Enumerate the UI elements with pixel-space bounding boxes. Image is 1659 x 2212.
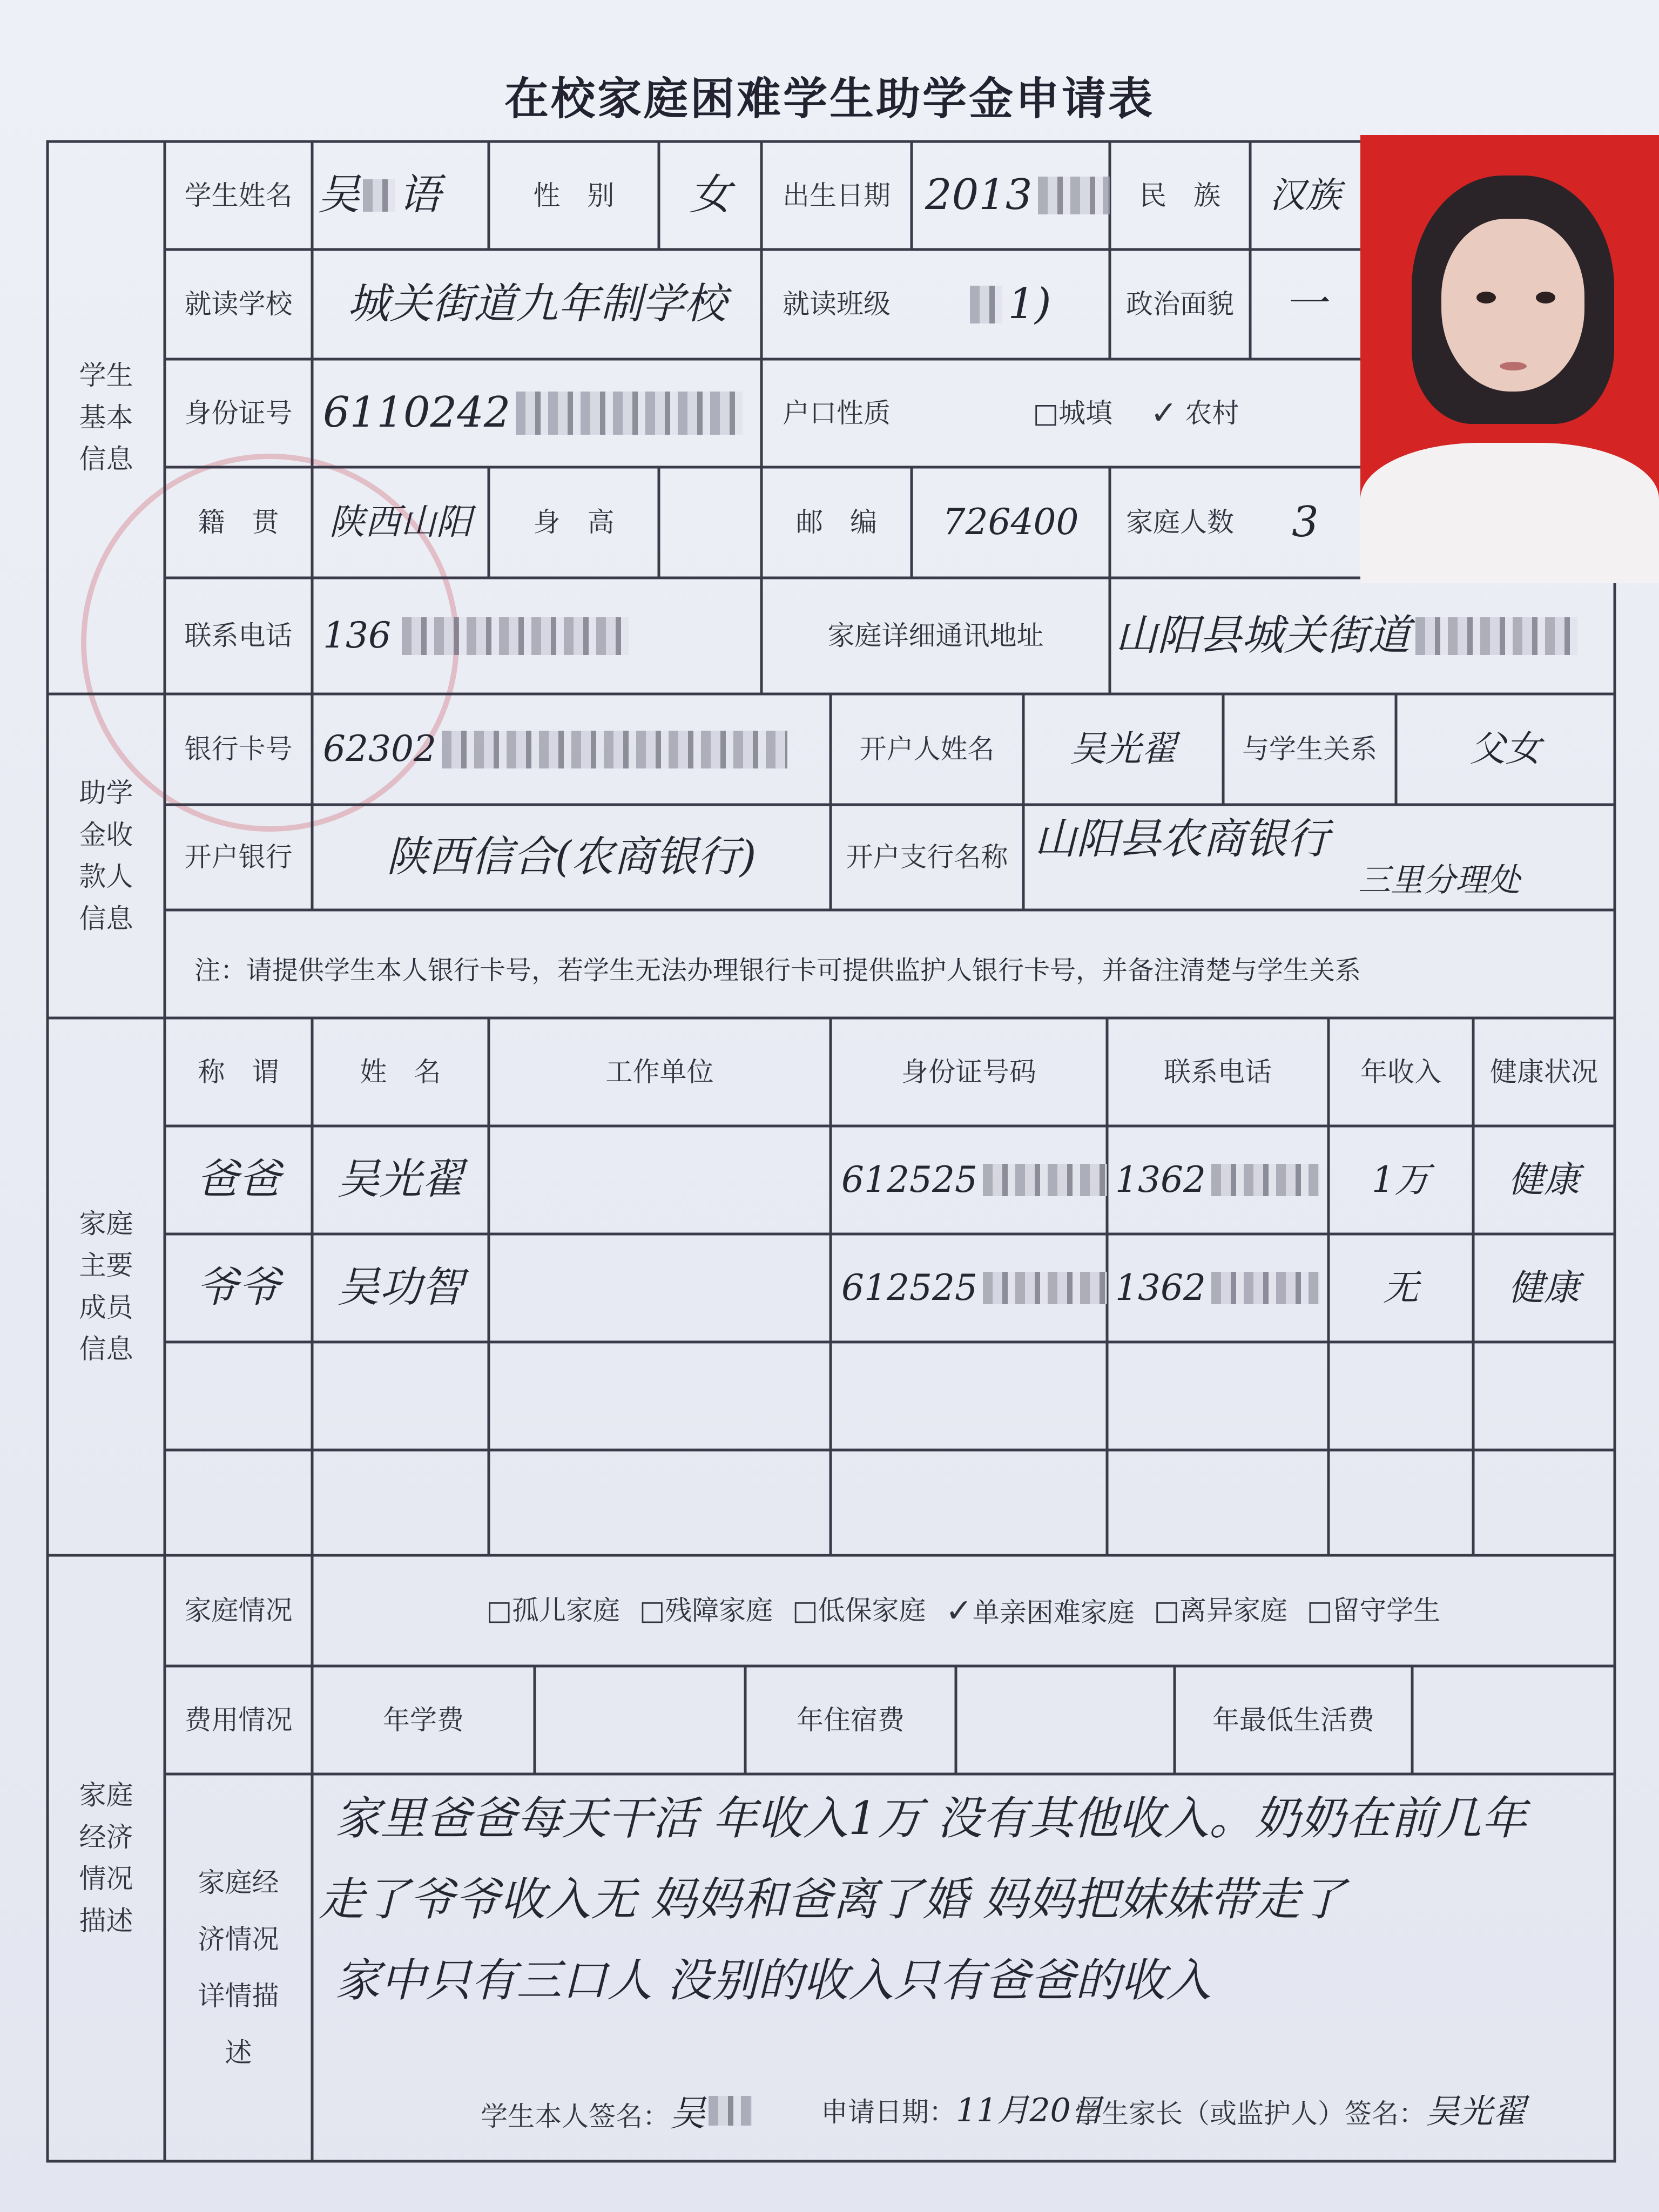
political-value[interactable]: 一	[1284, 279, 1326, 328]
jiguan-label: 籍 贯	[198, 507, 279, 538]
gender-value[interactable]: 女	[689, 171, 731, 220]
school-value[interactable]: 城关街道九年制学校	[347, 279, 726, 328]
phone-value[interactable]: 136	[312, 578, 761, 694]
bank-label: 开户银行	[184, 841, 293, 873]
family-row1-work[interactable]	[489, 1126, 831, 1234]
hukou-label: 户口性质	[783, 397, 891, 429]
height-label: 身 高	[533, 507, 615, 538]
cost-label: 费用情况	[184, 1704, 293, 1736]
branch-value[interactable]: 山阳县农商银行 三里分理处	[1034, 814, 1520, 900]
option-low-income[interactable]: □低保家庭	[792, 1595, 926, 1626]
family-row1-income[interactable]: 1万	[1372, 1158, 1430, 1201]
family-header-name: 姓 名	[360, 1056, 441, 1088]
jiguan-value[interactable]: 陕西山阳	[329, 501, 472, 543]
family-header-work: 工作单位	[605, 1056, 714, 1088]
class-value[interactable]: 1)	[912, 249, 1110, 359]
relation-value[interactable]: 父女	[1469, 728, 1541, 770]
family-header-income: 年收入	[1360, 1056, 1441, 1088]
section-basic-label: 学生基本信息	[79, 360, 133, 475]
family-row1-relation[interactable]: 爸爸	[196, 1155, 281, 1204]
dob-value[interactable]: 2013	[912, 141, 1110, 249]
family-header-phone: 联系电话	[1164, 1056, 1272, 1088]
family-count-label: 家庭人数	[1126, 507, 1234, 538]
option-disabled[interactable]: □残障家庭	[639, 1595, 773, 1626]
family-row4[interactable]	[165, 1450, 1615, 1555]
option-orphan[interactable]: □孤儿家庭	[486, 1595, 620, 1626]
option-divorced[interactable]: □离异家庭	[1154, 1595, 1288, 1626]
phone-label: 联系电话	[184, 620, 293, 651]
detail-line-3[interactable]: 家中只有三口人 没别的收入只有爸爸的收入	[335, 1954, 1211, 2007]
political-label: 政治面貌	[1126, 288, 1234, 320]
branch-label: 开户支行名称	[846, 841, 1008, 873]
family-row2-name[interactable]: 吴功智	[337, 1263, 464, 1312]
detail-label: 家庭经济情况详情描述	[198, 1866, 279, 2068]
name-label: 学生姓名	[184, 179, 293, 211]
situation-label: 家庭情况	[184, 1595, 293, 1626]
dorm-label: 年住宿费	[797, 1704, 905, 1736]
family-row1-phone[interactable]: 1362	[1107, 1126, 1328, 1234]
application-date[interactable]: 申请日期：11月20日	[821, 2092, 1103, 2129]
option-left-behind[interactable]: □留守学生	[1307, 1595, 1441, 1626]
id-label: 身份证号	[184, 397, 293, 429]
family-header-health: 健康状况	[1490, 1056, 1598, 1088]
section-family-label: 家庭主要成员信息	[79, 1208, 133, 1365]
holder-label: 开户人姓名	[859, 733, 995, 765]
family-row2-health[interactable]: 健康	[1508, 1266, 1580, 1309]
student-photo	[1360, 135, 1659, 583]
receiver-note: 注：请提供学生本人银行卡号，若学生无法办理银行卡可提供监护人银行卡号，并备注清楚与学生关系	[194, 955, 1361, 986]
detail-line-2[interactable]: 走了爷爷收入无 妈妈和爸离了婚 妈妈把妹妹带走了	[319, 1873, 1346, 1926]
detail-line-1[interactable]: 家里爸爸每天干活 年收入1万 没有其他收入。奶奶在前几年	[335, 1792, 1527, 1845]
parent-signature[interactable]: 学生家长（或监护人）签名：吴光翟	[1075, 2092, 1527, 2131]
living-label: 年最低生活费	[1212, 1704, 1374, 1736]
ethnic-value[interactable]: 汉族	[1270, 174, 1341, 216]
family-row3[interactable]	[165, 1342, 1615, 1450]
height-value[interactable]	[659, 467, 761, 578]
family-header-relation: 称 谓	[198, 1056, 279, 1088]
tuition-value[interactable]	[535, 1666, 745, 1774]
family-row2-relation[interactable]: 爷爷	[196, 1263, 281, 1312]
family-row1-name[interactable]: 吴光翟	[337, 1155, 464, 1204]
name-value[interactable]: 吴 语	[318, 171, 441, 220]
tuition-label: 年学费	[383, 1704, 464, 1736]
card-value[interactable]: 62302	[312, 694, 831, 805]
postcode-label: 邮 编	[796, 507, 877, 538]
situation-options[interactable]	[312, 1555, 1615, 1666]
section-economy-label: 家庭经济情况描述	[79, 1779, 133, 1937]
family-row1-health[interactable]: 健康	[1508, 1158, 1580, 1201]
section-receiver-label: 助学金收款人信息	[79, 777, 133, 934]
gender-label: 性 别	[533, 179, 615, 211]
bank-value[interactable]: 陕西信合(农商银行)	[386, 832, 757, 881]
family-row2-phone[interactable]: 1362	[1107, 1234, 1328, 1342]
family-count-value[interactable]: 3	[1292, 497, 1319, 547]
form-title: 在校家庭困难学生助学金申请表	[504, 73, 1155, 125]
family-row2-id[interactable]: 612525	[831, 1234, 1107, 1342]
dob-label: 出生日期	[783, 179, 891, 211]
school-label: 就读学校	[184, 288, 293, 320]
relation-label: 与学生关系	[1242, 733, 1377, 765]
ethnic-label: 民 族	[1139, 179, 1220, 211]
living-value[interactable]	[1412, 1666, 1615, 1774]
class-label: 就读班级	[783, 288, 891, 320]
address-label: 家庭详细通讯地址	[827, 620, 1044, 651]
holder-value[interactable]: 吴光翟	[1070, 728, 1177, 770]
card-label: 银行卡号	[184, 733, 293, 765]
option-single-parent[interactable]: ✓单亲困难家庭	[945, 1591, 1135, 1630]
family-row1-id[interactable]: 612525	[831, 1126, 1107, 1234]
family-row2-work[interactable]	[489, 1234, 831, 1342]
postcode-value[interactable]: 726400	[942, 501, 1079, 543]
id-value[interactable]: 6110242	[312, 359, 761, 467]
address-value[interactable]: 山阳县城关街道	[1110, 578, 1615, 694]
family-row2-income[interactable]: 无	[1383, 1266, 1419, 1309]
hukou-options[interactable]: □城填 ✓ 农村	[1033, 394, 1239, 432]
student-signature[interactable]: 学生本人签名：吴	[481, 2085, 752, 2136]
dorm-value[interactable]	[956, 1666, 1175, 1774]
family-header-id: 身份证号码	[901, 1056, 1036, 1088]
